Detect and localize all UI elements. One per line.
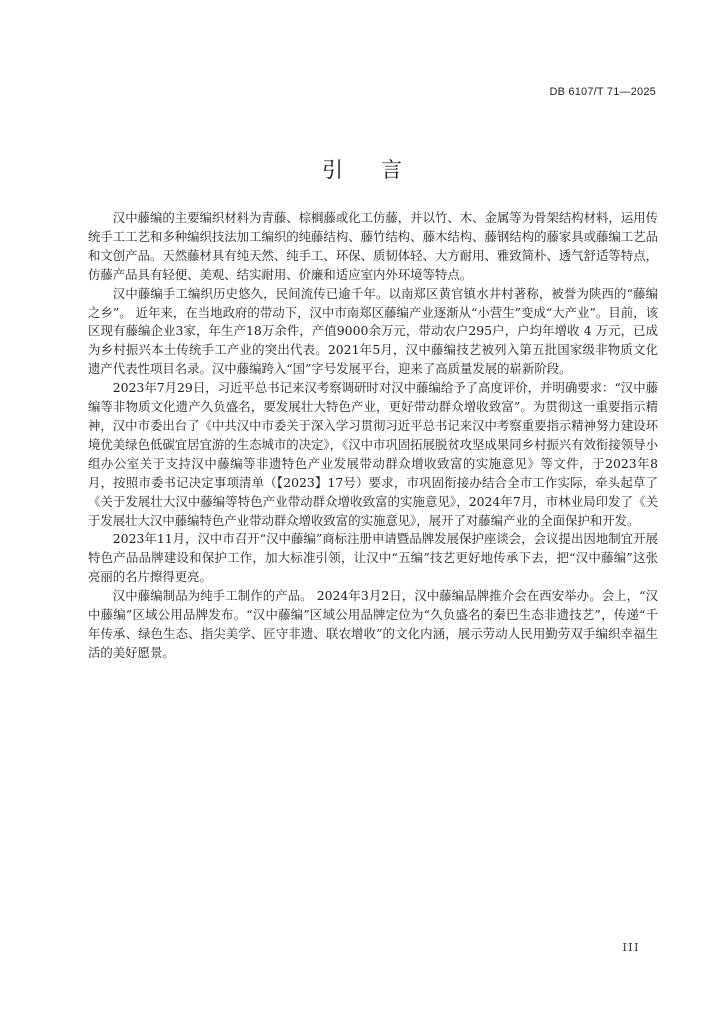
paragraph-policy: 2023年7月29日，习近平总书记来汉考察调研时对汉中藤编给予了高度评价，并明确要求：“汉中藤编等非物质文化遗产久负盛名，要发展壮大特色产业，更好带动群众增收致富”。为贯彻这一重要指示精神，汉中市委出台了《中共汉中市委关于深入学习贯彻习近平总书记来汉中考察重要指示精神努力建设环境优美绿色低碳宜居宜游的生态城市的决定》，《汉中市巩固拓展脱贫攻坚成果同乡村振兴有效衔接领导小组办公室关于支持汉中藤编等非遗特色产业发展带动群众增收致富的实施意见》等文件，于2023年8月，按照市委书记决定事项清单（【2023】17号）要求，市巩固衔接办结合全市工作实际，牵头起草了《关于发展壮大汉中藤编等特色产业带动群众增收致富的实施意见》，2024年7月，市林业局印发了《关于发展壮大汉中藤编特色产业带动群众增收致富的实施意见》，展开了对藤编产业的全面保护和开发。 — [88, 380, 658, 528]
paragraph-brand-launch: 汉中藤编制品为纯手工制作的产品。 2024年3月2日，汉中藤编品牌推介会在西安举办。会上，“汉中藤编”区域公用品牌发布。“汉中藤编”区域公用品牌定位为“久负盛名的秦巴生态非遗技艺”，传递“千年传承、绿色生态、指尖美学、匠守非遗、联农增收”的文化内涵，展示劳动人民用勤劳双手编织幸福生活的美好愿景。 — [88, 588, 658, 660]
page-number: III — [622, 941, 640, 954]
paragraph-history: 汉中藤编手工编织历史悠久，民间流传已逾千年。以南郑区黄官镇水井村著称，被誉为陕西的“藤编之乡”。 近年来，在当地政府的带动下，汉中市南郑区藤编产业逐渐从“小营生”变成“大产业”。目前，该区现有藤编企业3家，年生产18万余件，产值9000余万元，带动农户295户，户均年增收 4 万元，已成为乡村振兴本土传统手工产业的突出代表。2021年5月，汉中藤编技艺被列入第五批国家级非物质文化遗产代表性项目名录。汉中藤编跨入“国”字号发展平台，迎来了高质量发展的崭新阶段。 — [88, 285, 658, 377]
document-code: DB 6107/T 71—2025 — [549, 86, 656, 98]
paragraph-brand-meeting: 2023年11月，汉中市召开“汉中藤编”商标注册申请暨品牌发展保护座谈会，会议提出因地制宜开展特色产品品牌建设和保护工作，加大标准引领，让汉中“五编”技艺更好地传承下去，把“汉中藤编”这张亮丽的名片擦得更亮。 — [88, 531, 658, 585]
paragraph-materials: 汉中藤编的主要编织材料为青藤、棕榈藤或化工仿藤，并以竹、木、金属等为骨架结构材料，运用传统手工工艺和多种编织技法加工编织的纯藤结构、藤竹结构、藤木结构、藤钢结构的藤家具或藤编工艺品和文创产品。天然藤材具有纯天然、纯手工、环保、质韧体轻、大方耐用、雅致简朴、透气舒适等特点，仿藤产品具有轻便、美观、结实耐用、价廉和适应室内外环境等特点。 — [88, 210, 658, 282]
section-title: 引言 — [322, 158, 440, 182]
introduction-body — [88, 209, 658, 663]
